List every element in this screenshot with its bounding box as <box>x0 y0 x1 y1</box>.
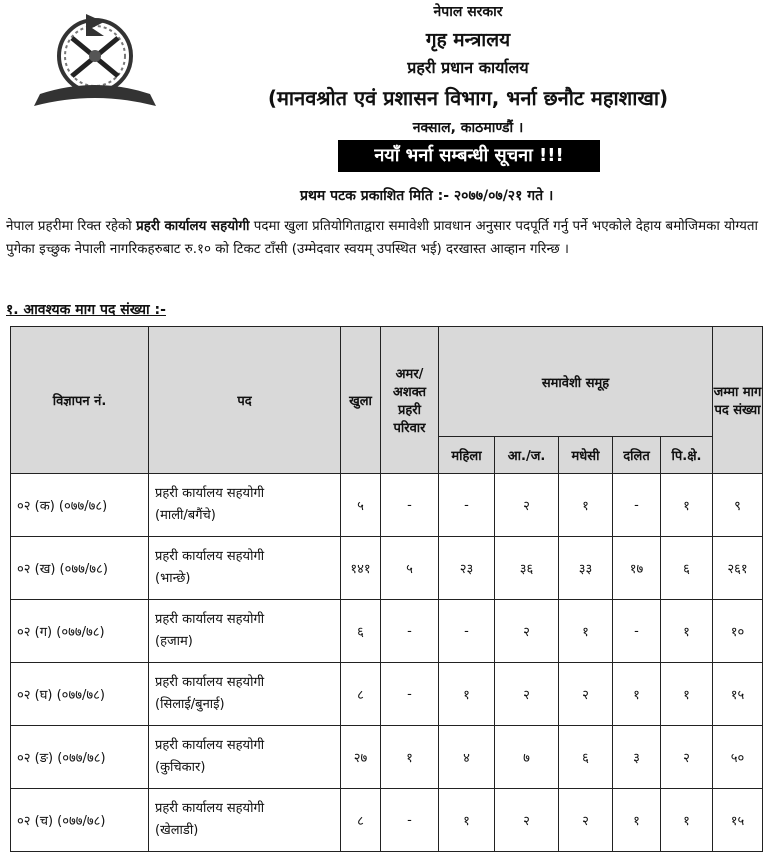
post-name: प्रहरी कार्यालय सहयोगी <box>155 801 265 816</box>
notice-title: नयाँ भर्ना सम्बन्धी सूचना !!! <box>338 140 600 172</box>
header-ad-no: विज्ञापन नं. <box>11 327 149 474</box>
adibasi-cell: २ <box>495 600 559 663</box>
table-row <box>11 474 763 537</box>
ad-no-cell: ०२ (च) (०७७/७८) <box>11 789 149 852</box>
martyr-cell: ५ <box>381 537 439 600</box>
header-backward: पि.क्षे. <box>661 437 713 474</box>
department-title: (मानवश्रोत एवं प्रशासन विभाग, भर्ना छनौट महाशाखा) <box>267 86 669 110</box>
madhesi-cell: ३३ <box>559 537 613 600</box>
header-post: पद <box>149 327 341 474</box>
post-cell <box>149 537 341 600</box>
backward-cell: १ <box>661 789 713 852</box>
post-cell <box>149 789 341 852</box>
post-category: (हजाम) <box>155 634 193 649</box>
backward-cell: १ <box>661 474 713 537</box>
martyr-cell: - <box>381 474 439 537</box>
header-adibasi: आ./ज. <box>495 437 559 474</box>
header-women: महिला <box>439 437 495 474</box>
ad-no-cell: ०२ (ख) (०७७/७८) <box>11 537 149 600</box>
location: नक्साल, काठमाण्डौं । <box>412 120 524 136</box>
madhesi-cell: १ <box>559 474 613 537</box>
post-category: (माली/बगैंचे) <box>155 508 216 523</box>
table-row <box>11 537 763 600</box>
header-martyr-family: अमर/ अशक्त प्रहरी परिवार <box>381 327 439 474</box>
women-cell: १ <box>439 663 495 726</box>
ministry-title: गृह मन्त्रालय <box>425 29 511 51</box>
backward-cell: १ <box>661 663 713 726</box>
post-category: (खेलाडी) <box>155 823 199 838</box>
post-cell <box>149 726 341 789</box>
post-cell <box>149 474 341 537</box>
adibasi-cell: ७ <box>495 726 559 789</box>
martyr-cell: - <box>381 600 439 663</box>
martyr-cell: १ <box>381 726 439 789</box>
table-row <box>11 789 763 852</box>
post-name: प्रहरी कार्यालय सहयोगी <box>155 612 265 627</box>
ad-no-cell: ०२ (क) (०७७/७८) <box>11 474 149 537</box>
madhesi-cell: २ <box>559 789 613 852</box>
dalit-cell: - <box>613 474 661 537</box>
women-cell: ४ <box>439 726 495 789</box>
header-total: जम्मा माग पद संख्या <box>713 327 763 474</box>
open-cell: ५ <box>341 474 381 537</box>
ad-no-cell: ०२ (घ) (०७७/७८) <box>11 663 149 726</box>
intro-paragraph: नेपाल प्रहरीमा रिक्त रहेको प्रहरी कार्यालय सहयोगी पदमा खुला प्रतियोगिताद्वारा समावेशी प्रावधान अनुसार पदपूर्ति गर्नु पर्ने भएकोले देहाय बमोजिमका योग्यता पुगेका इच्छुक नेपाली नागरिकहरुबाट रु.१० को टिकट टाँसी (उम्मेदवार स्वयम् उपस्थित भई) दरखास्त आव्हान गरिन्छ । <box>6 219 759 257</box>
ad-no-cell: ०२ (ङ) (०७७/७८) <box>11 726 149 789</box>
office-title: प्रहरी प्रधान कार्यालय <box>407 58 529 77</box>
post-name: प्रहरी कार्यालय सहयोगी <box>155 486 265 501</box>
post-cell <box>149 663 341 726</box>
table-row <box>11 663 763 726</box>
dalit-cell: - <box>613 600 661 663</box>
total-cell: २६१ <box>713 537 763 600</box>
women-cell: १ <box>439 789 495 852</box>
women-cell: - <box>439 600 495 663</box>
post-category: (सिलाई/बुनाई) <box>155 697 225 712</box>
madhesi-cell: १ <box>559 600 613 663</box>
madhesi-cell: २ <box>559 663 613 726</box>
vacancy-table <box>10 326 763 852</box>
dalit-cell: १७ <box>613 537 661 600</box>
open-cell: २७ <box>341 726 381 789</box>
dalit-cell: १ <box>613 663 661 726</box>
backward-cell: २ <box>661 726 713 789</box>
women-cell: - <box>439 474 495 537</box>
dalit-cell: १ <box>613 789 661 852</box>
ad-no-cell: ०२ (ग) (०७७/७८) <box>11 600 149 663</box>
header-open: खुला <box>341 327 381 474</box>
published-date: प्रथम पटक प्रकाशित मिति :- २०७७/०७/२१ गते । <box>300 188 554 204</box>
gov-title: नेपाल सरकार <box>433 4 503 20</box>
open-cell: ८ <box>341 663 381 726</box>
dalit-cell: ३ <box>613 726 661 789</box>
post-name: प्रहरी कार्यालय सहयोगी <box>155 738 265 753</box>
adibasi-cell: ३६ <box>495 537 559 600</box>
madhesi-cell: ६ <box>559 726 613 789</box>
martyr-cell: - <box>381 789 439 852</box>
header-inclusive-group: समावेशी समूह <box>439 327 713 437</box>
post-category: (कुचिकार) <box>155 760 206 775</box>
post-name: प्रहरी कार्यालय सहयोगी <box>155 675 265 690</box>
post-name: प्रहरी कार्यालय सहयोगी <box>155 549 265 564</box>
adibasi-cell: २ <box>495 789 559 852</box>
backward-cell: ६ <box>661 537 713 600</box>
header-dalit: दलित <box>613 437 661 474</box>
total-cell: १० <box>713 600 763 663</box>
section-title: १. आवश्यक माग पद संख्या :- <box>6 302 166 318</box>
table-row <box>11 600 763 663</box>
post-cell <box>149 600 341 663</box>
open-cell: ८ <box>341 789 381 852</box>
table-row <box>11 726 763 789</box>
nepal-police-emblem-icon <box>20 6 170 116</box>
total-cell: १५ <box>713 789 763 852</box>
total-cell: ९ <box>713 474 763 537</box>
header-madhesi: मधेसी <box>559 437 613 474</box>
backward-cell: १ <box>661 600 713 663</box>
women-cell: २३ <box>439 537 495 600</box>
adibasi-cell: २ <box>495 474 559 537</box>
open-cell: १४१ <box>341 537 381 600</box>
post-category: (भान्छे) <box>155 571 191 586</box>
total-cell: ५० <box>713 726 763 789</box>
total-cell: १५ <box>713 663 763 726</box>
adibasi-cell: २ <box>495 663 559 726</box>
open-cell: ६ <box>341 600 381 663</box>
martyr-cell: - <box>381 663 439 726</box>
